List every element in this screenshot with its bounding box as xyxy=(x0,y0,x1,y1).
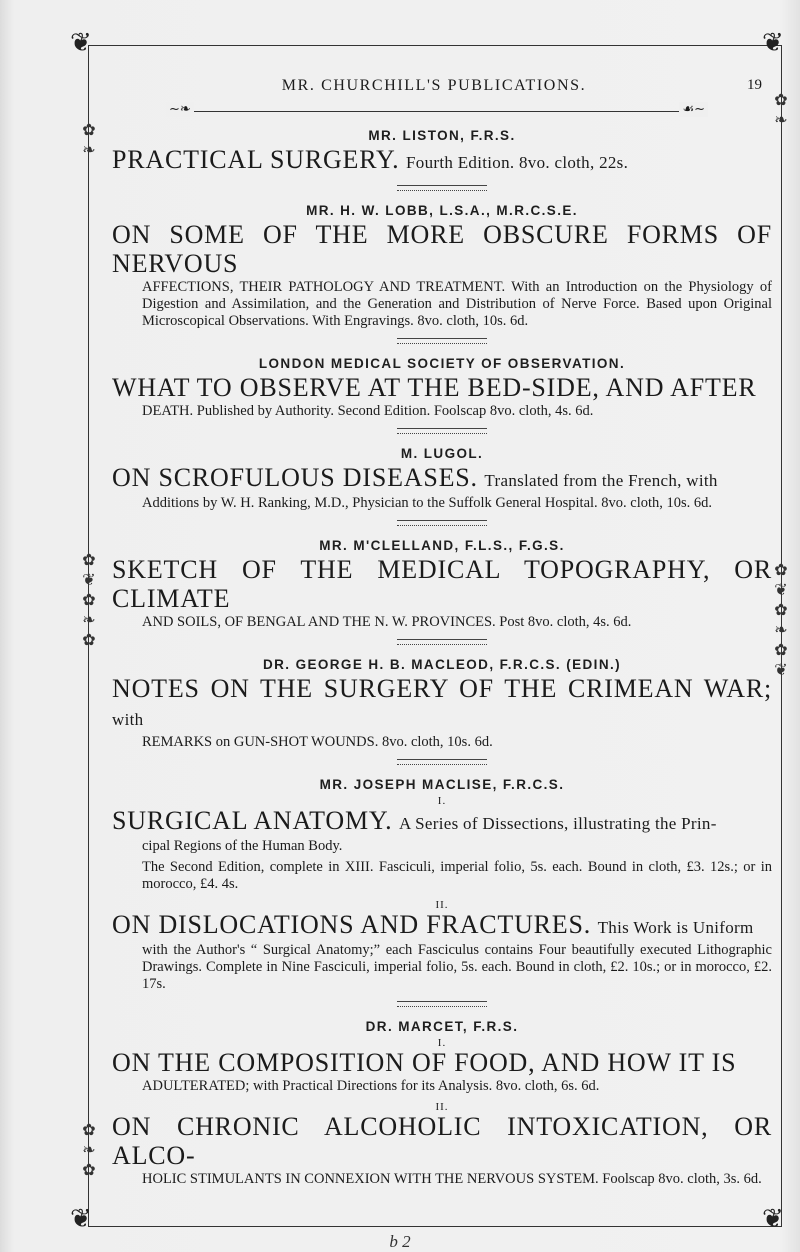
floral-corner-icon: ❦ xyxy=(762,1204,784,1234)
entry-author: MR. H. W. LOBB, L.S.A., M.R.C.S.E. xyxy=(306,203,578,218)
work-numeral: II. xyxy=(435,1101,449,1113)
entry-author: DR. MARCET, F.R.S. xyxy=(365,1019,519,1034)
entry-london-medical-society xyxy=(112,356,772,420)
entry-author: M. LUGOL. xyxy=(400,446,484,461)
entry-heading xyxy=(112,911,772,942)
entry-title: SKETCH OF THE MEDICAL TOPOGRAPHY, OR CLIMATE xyxy=(112,555,772,613)
entry-details: A Series of Dissections, illustrating the Prin- xyxy=(398,814,717,833)
entry-author: LONDON MEDICAL SOCIETY OF OBSERVATION. xyxy=(258,356,626,371)
entry-description: AFFECTIONS, THEIR PATHOLOGY AND TREATMENT. With an Introduction on the Physiology of Digestion and Assimilation, and the Generation and Distribution of Nerve Force. Based upon Original Microscopical Observations. With Engravings. 8vo. cloth, 10s. 6d. xyxy=(142,279,772,329)
entry-lugol xyxy=(112,446,772,512)
entry-description: DEATH. Published by Authority. Second Edition. Foolscap 8vo. cloth, 4s. 6d. xyxy=(142,403,594,419)
floral-vine-icon: ✿ ❧ xyxy=(82,120,96,159)
divider xyxy=(397,428,487,434)
entry-description: HOLIC STIMULANTS IN CONNEXION WITH THE NERVOUS SYSTEM. Foolscap 8vo. cloth, 3s. 6d. xyxy=(142,1171,762,1187)
scroll-ornament-icon: ☙~ xyxy=(679,102,708,117)
entry-heading xyxy=(112,556,772,614)
entry-description: cipal Regions of the Human Body. xyxy=(142,838,343,854)
entry-maclise xyxy=(112,777,772,993)
entry-title: NOTES ON THE SURGERY OF THE CRIMEAN WAR; xyxy=(112,674,772,703)
divider xyxy=(397,1001,487,1007)
divider xyxy=(397,759,487,765)
floral-vine-icon: ✿ ❧ ✿ xyxy=(82,1120,96,1179)
entry-details: with xyxy=(112,710,144,729)
work-numeral: I. xyxy=(437,795,447,807)
floral-vine-icon: ✿ ❦ ✿ ❧ ✿ xyxy=(82,550,96,649)
entry-title: ON SOME OF THE MORE OBSCURE FORMS OF NERVOUS xyxy=(112,220,772,278)
entry-heading xyxy=(112,374,772,403)
entry-note: The Second Edition, complete in XIII. Fasciculi, imperial folio, 5s. each. Bound in cloth, £3. 12s.; or in morocco, £4. 4s. xyxy=(142,859,772,892)
entry-title: SURGICAL ANATOMY. xyxy=(112,806,393,835)
entry-heading xyxy=(112,807,772,838)
work-numeral: II. xyxy=(435,899,449,911)
entry-macleod xyxy=(112,657,772,751)
entry-description: with the Author's “ Surgical Anatomy;” each Fasciculus contains Four beautifully executed Lithographic Drawings. Complete in Nine Fasciculi, imperial folio, 5s. each. Bound in cloth, £2. 10s.; or in morocco, £2. 17s. xyxy=(142,942,772,992)
entry-marcet xyxy=(112,1019,772,1188)
catalogue-content xyxy=(112,128,772,1188)
entry-heading xyxy=(112,464,772,495)
entry-mclelland xyxy=(112,538,772,631)
floral-corner-icon: ❦ xyxy=(70,1204,92,1234)
signature-mark: b 2 xyxy=(389,1232,411,1251)
floral-corner-icon: ❦ xyxy=(762,28,784,58)
divider xyxy=(397,520,487,526)
entry-heading xyxy=(112,221,772,279)
entry-author: MR. M'CLELLAND, F.L.S., F.G.S. xyxy=(319,538,565,553)
entry-details: Translated from the French, with xyxy=(484,471,718,490)
scroll-ornament-icon: ~❧ xyxy=(166,102,194,117)
entry-description: REMARKS on GUN-SHOT WOUNDS. 8vo. cloth, 10s. 6d. xyxy=(142,734,493,750)
entry-title: WHAT TO OBSERVE AT THE BED-SIDE, AND AFTER xyxy=(112,373,757,402)
entry-liston xyxy=(112,128,772,177)
entry-author: DR. GEORGE H. B. MACLEOD, F.R.C.S. (EDIN.) xyxy=(262,657,622,672)
entry-author: MR. LISTON, F.R.S. xyxy=(368,128,516,143)
page-header xyxy=(100,74,768,98)
entry-title: ON THE COMPOSITION OF FOOD, AND HOW IT IS xyxy=(112,1048,737,1077)
entry-author: MR. JOSEPH MACLISE, F.R.C.S. xyxy=(319,777,565,792)
entry-description: AND SOILS, OF BENGAL AND THE N. W. PROVINCES. Post 8vo. cloth, 4s. 6d. xyxy=(142,614,632,630)
entry-title: ON DISLOCATIONS AND FRACTURES. xyxy=(112,910,592,939)
floral-corner-icon: ❦ xyxy=(70,28,92,58)
work-numeral: I. xyxy=(437,1037,447,1049)
entry-title: ON SCROFULOUS DISEASES. xyxy=(112,463,478,492)
page-number: 19 xyxy=(747,77,762,93)
entry-title: PRACTICAL SURGERY. xyxy=(112,145,400,174)
entry-title: ON CHRONIC ALCOHOLIC INTOXICATION, OR ALCO- xyxy=(112,1112,772,1170)
entry-description: Additions by W. H. Ranking, M.D., Physician to the Suffolk General Hospital. 8vo. cloth, 10s. 6d. xyxy=(142,495,713,511)
running-title: MR. CHURCHILL'S PUBLICATIONS. xyxy=(281,77,587,94)
floral-vine-icon: ✿ ❧ xyxy=(774,90,788,129)
entry-description: ADULTERATED; with Practical Directions for its Analysis. 8vo. cloth, 6s. 6d. xyxy=(142,1078,600,1094)
entry-lobb xyxy=(112,203,772,330)
floral-vine-icon: ✿ ❦ ✿ ❧ ✿ ❦ xyxy=(774,560,788,679)
header-rule xyxy=(169,102,705,117)
entry-heading xyxy=(112,675,772,734)
entry-heading xyxy=(112,1113,772,1171)
entry-details: Fourth Edition. 8vo. cloth, 22s. xyxy=(406,153,629,172)
divider xyxy=(397,639,487,645)
entry-heading xyxy=(112,1049,772,1078)
entry-details: This Work is Uniform xyxy=(597,918,754,937)
entry-heading xyxy=(112,146,772,177)
divider xyxy=(397,338,487,344)
divider xyxy=(397,185,487,191)
